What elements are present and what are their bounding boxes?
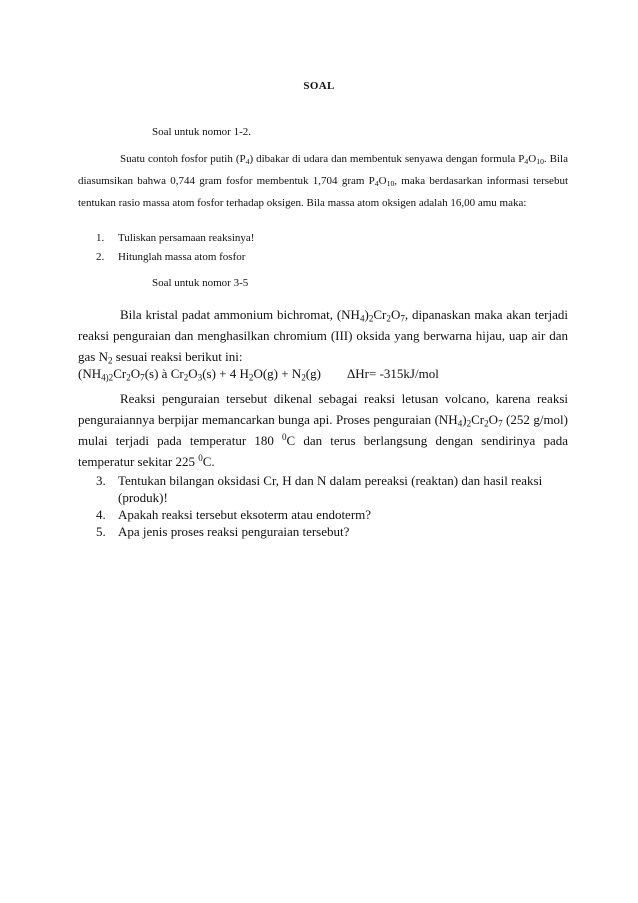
list-item: 3. Tentukan bilangan oksidasi Cr, H dan N dalam pereaksi (reaktan) dan hasil reaksi (produk)! — [96, 473, 543, 505]
section1-paragraph: Suatu contoh fosfor putih $(P_4)$ dibakar di udara dan membentuk senyawa dengan formula $P_4O_{10}$. Bila diasumsikan bahwa 0,744 gram fosfor membentuk 1,704 gram $P_4O_{10}$, maka berdasarkan informasi tersebut tentukan rasio massa atom fosfor terhadap oksigen. Bila massa atom oksigen adalah 16,00 amu maka: — [78, 153, 568, 209]
section2-heading: Soal untuk nomor 3-5 — [152, 277, 249, 289]
section1-heading: Soal untuk nomor 1-2. — [152, 126, 251, 138]
section2-paragraph: Bila kristal padat ammonium bichromat, $(NH_4)_2Cr_2O_7$, dipanaskan maka akan terjadi reaksi penguraian dan menghasilkan chromium (III) oksida yang berwarna hijau, uap air dan gas $N_2$ sesuai reaksi berikut ini: — [78, 307, 568, 366]
list-item: 2. Hitunglah massa atom fosfor — [96, 251, 246, 263]
enthalpy-value: ΔHr= -315kJ/mol — [346, 366, 439, 381]
list-item: 4. Apakah reaksi tersebut eksoterm atau endoterm? — [96, 507, 372, 522]
page-title: SOAL — [303, 80, 335, 92]
list-item: 5. Apa jenis proses reaksi penguraian tersebut? — [96, 524, 350, 539]
reaction-equation: ($NH_{4)2}Cr_2O_7(s)$ à $Cr_2O_3(s) + 4$ $H_2O(g) + N_2(g)$ ΔHr= -315kJ/mol — [78, 366, 439, 383]
section2-description: Reaksi penguraian tersebut dikenal sebagai reaksi letusan volcano, karena reaksi penguraiannya berpijar memancarkan bunga api. Proses penguraian $(NH_4)_2Cr_2O_7$ (252 g/mol) mulai terjadi pada temperatur 180 $^0$C dan terus berlangsung dengan sendirinya pada temperatur sekitar 225 $^0$C. — [78, 391, 569, 469]
section2-question-list — [96, 472, 566, 540]
list-item: 1. Tuliskan persamaan reaksinya! — [96, 232, 255, 244]
section1-question-list — [96, 229, 254, 267]
